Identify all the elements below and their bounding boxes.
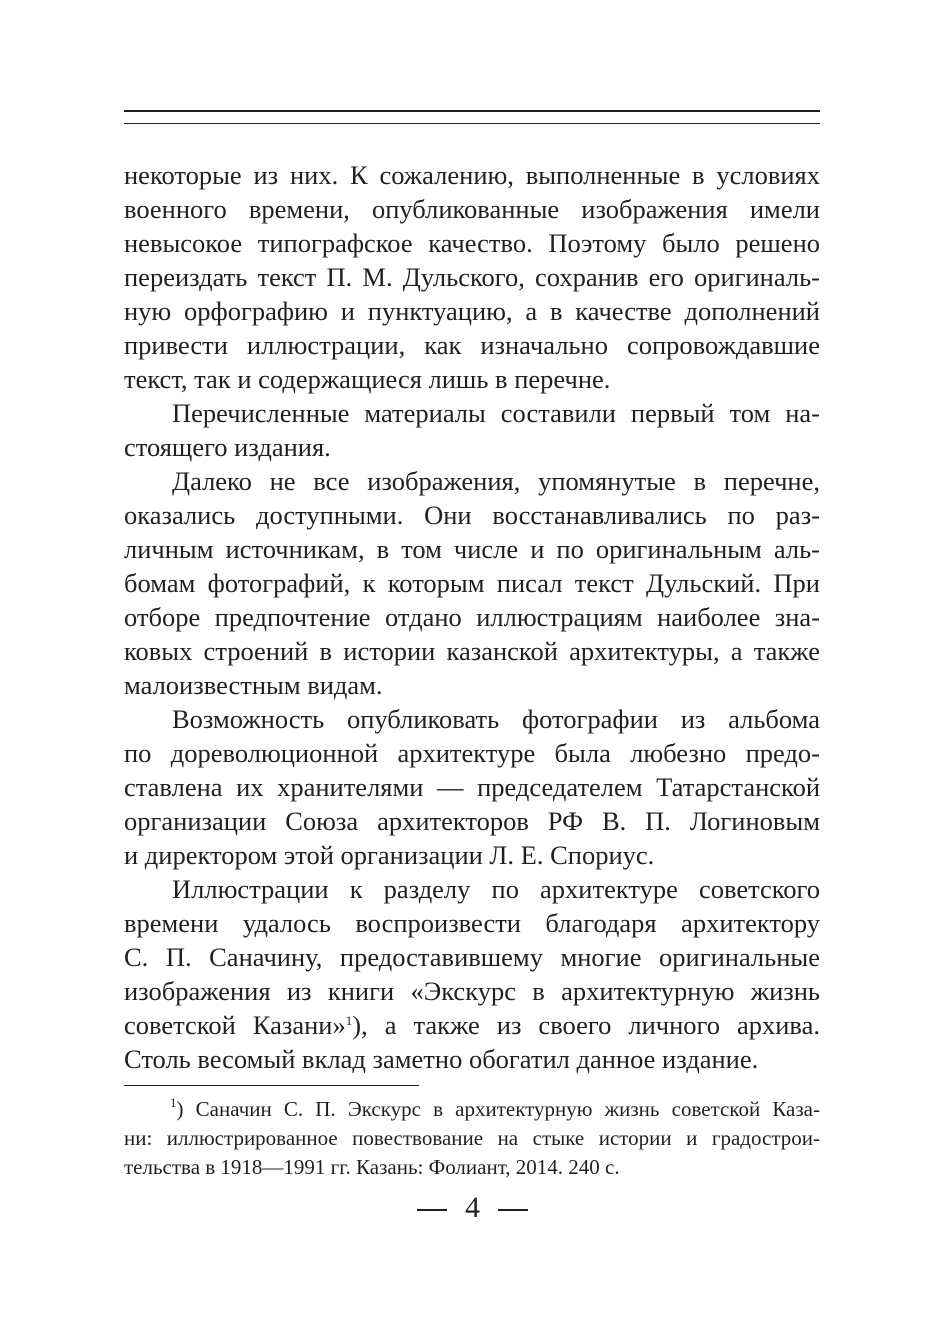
text-line-part: ), а также из своего личного архива. bbox=[352, 1010, 820, 1040]
text-line: стоящего издания. bbox=[124, 432, 331, 462]
text-line: оказались доступными. Они восстанавливались по раз- bbox=[124, 500, 820, 530]
text-line-part: советской Казани» bbox=[124, 1010, 346, 1040]
footnote-line bbox=[124, 1095, 820, 1124]
text-line: Далеко не все изображения, упомянутые в перечне, bbox=[172, 466, 820, 496]
footnote-line: тельства в 1918—1991 гг. Казань: Фолиант, 2014. 240 с. bbox=[124, 1155, 620, 1179]
text-line: военного времени, опубликованные изображения имели bbox=[124, 194, 820, 224]
text-line: привести иллюстрации, как изначально сопровождавшие bbox=[124, 330, 820, 360]
page-number-dash-left bbox=[417, 1209, 447, 1211]
text-line: отборе предпочтение отдано иллюстрациям наиболее зна- bbox=[124, 602, 820, 632]
text-line: Столь весомый вклад заметно обогатил данное издание. bbox=[124, 1044, 759, 1074]
text-line: личным источникам, в том числе и по оригинальным аль- bbox=[124, 534, 820, 564]
text-line: текст, так и содержащиеся лишь в перечне. bbox=[124, 364, 611, 394]
text-line: по дореволюционной архитектуре была любезно предо- bbox=[124, 738, 820, 768]
footnote-marker: 1 bbox=[170, 1095, 177, 1110]
header-rule-thick bbox=[124, 110, 820, 112]
page-number-footer bbox=[0, 1188, 945, 1228]
page-number-dash-right bbox=[498, 1209, 528, 1211]
text-line: некоторые из них. К сожалению, выполненные в условиях bbox=[124, 160, 820, 190]
text-line: невысокое типографское качество. Поэтому было решено bbox=[124, 228, 820, 258]
text-line: Перечисленные материалы составили первый том на- bbox=[172, 398, 820, 428]
text-line: С. П. Саначину, предоставившему многие оригинальные bbox=[124, 942, 820, 972]
text-line: ставлена их хранителями — председателем Татарстанской bbox=[124, 772, 820, 802]
text-line: ковых строений в истории казанской архитектуры, а также bbox=[124, 636, 820, 666]
text-line: малоизвестным видам. bbox=[124, 670, 383, 700]
header-rule-thin bbox=[124, 123, 820, 124]
text-line: бомам фотографий, к которым писал текст Дульский. При bbox=[124, 568, 820, 598]
footnote-reference[interactable]: 1 bbox=[345, 1013, 353, 1028]
text-line: организации Союза архитекторов РФ В. П. Логиновым bbox=[124, 806, 820, 836]
text-line: ную орфографию и пунктуацию, а в качестве дополнений bbox=[124, 296, 820, 326]
text-line bbox=[124, 1008, 820, 1042]
text-line: Возможность опубликовать фотографии из альбома bbox=[172, 704, 820, 734]
page-number: 4 bbox=[465, 1191, 480, 1224]
text-line: переиздать текст П. М. Дульского, сохранив его оригиналь- bbox=[124, 262, 820, 292]
main-text bbox=[124, 158, 820, 1076]
text-line: времени удалось воспроизвести благодаря архитектору bbox=[124, 908, 820, 938]
footnote bbox=[124, 1095, 820, 1182]
text-line: изображения из книги «Экскурс в архитектурную жизнь bbox=[124, 976, 820, 1006]
text-line: и директором этой организации Л. Е. Спориус. bbox=[124, 840, 655, 870]
footnote-line: ни: иллюстрированное повествование на стыке истории и градострои- bbox=[124, 1126, 820, 1150]
text-line: Иллюстрации к разделу по архитектуре советского bbox=[172, 874, 820, 904]
footnote-separator bbox=[124, 1085, 419, 1086]
footnote-text: ) Саначин С. П. Экскурс в архитектурную жизнь советской Каза- bbox=[176, 1097, 820, 1121]
